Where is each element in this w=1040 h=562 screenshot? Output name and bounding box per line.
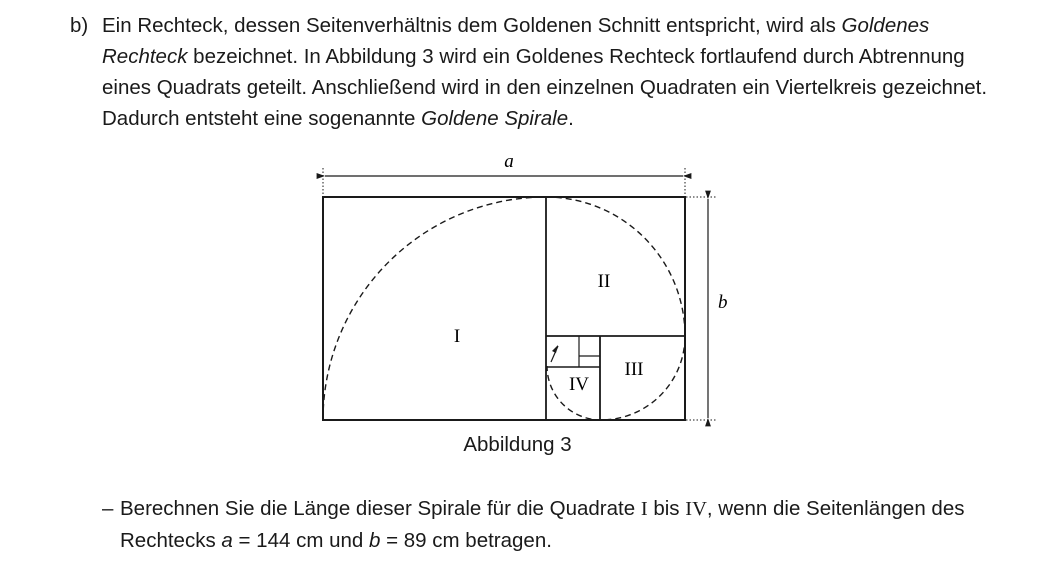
- subtask-part-2: bis: [647, 497, 686, 520]
- task-intro-3: .: [568, 107, 574, 130]
- square-label-2: II: [597, 271, 611, 292]
- subtask-part-4: = 144 cm und: [232, 529, 369, 552]
- variable-b: b: [369, 529, 381, 552]
- label-b: b: [718, 292, 728, 313]
- task-intro-1: Ein Rechteck, dessen Seitenverhältnis dem Goldenen Schnitt entspricht, wird als: [102, 14, 842, 37]
- subtask-dash: –: [102, 497, 114, 520]
- subtask-part-3: , wenn die Seitenlängen des Rechtecks: [120, 497, 965, 552]
- task-text: [70, 10, 1000, 134]
- figure-caption: Abbildung 3: [463, 433, 572, 456]
- dimension-a: [323, 151, 685, 196]
- golden-rectangle: [323, 197, 685, 420]
- term-golden-rectangle: Goldenes Rechteck: [102, 14, 930, 68]
- square-label-1: I: [453, 326, 461, 347]
- square-ref-to: IV: [685, 498, 707, 520]
- golden-rectangle-figure: [300, 145, 735, 430]
- square-label-3: III: [624, 359, 644, 380]
- subtask-part-1: Berechnen Sie die Länge dieser Spirale für die Quadrate: [120, 497, 641, 520]
- subtask-text: [102, 493, 1002, 556]
- task-b: [70, 10, 1000, 134]
- dimension-b: [686, 197, 728, 420]
- task-intro-2: bezeichnet. In Abbildung 3 wird ein Goldenes Rechteck fortlaufend durch Abtrennung eines Quadrats geteilt. Anschließend wird in den einzelnen Quadraten ein Viertelkreis gezeichnet. Dadurch entsteht eine sogenannte: [102, 45, 988, 130]
- golden-spiral: [323, 197, 685, 420]
- subtask: [102, 493, 1002, 556]
- subtask-part-5: = 89 cm betragen.: [380, 529, 552, 552]
- square-label-4: IV: [568, 374, 590, 395]
- square-ref-from: I: [640, 498, 648, 520]
- label-a: a: [504, 151, 514, 172]
- term-golden-spiral: Goldene Spirale: [421, 107, 569, 130]
- task-marker: b): [70, 14, 89, 37]
- variable-a: a: [221, 529, 233, 552]
